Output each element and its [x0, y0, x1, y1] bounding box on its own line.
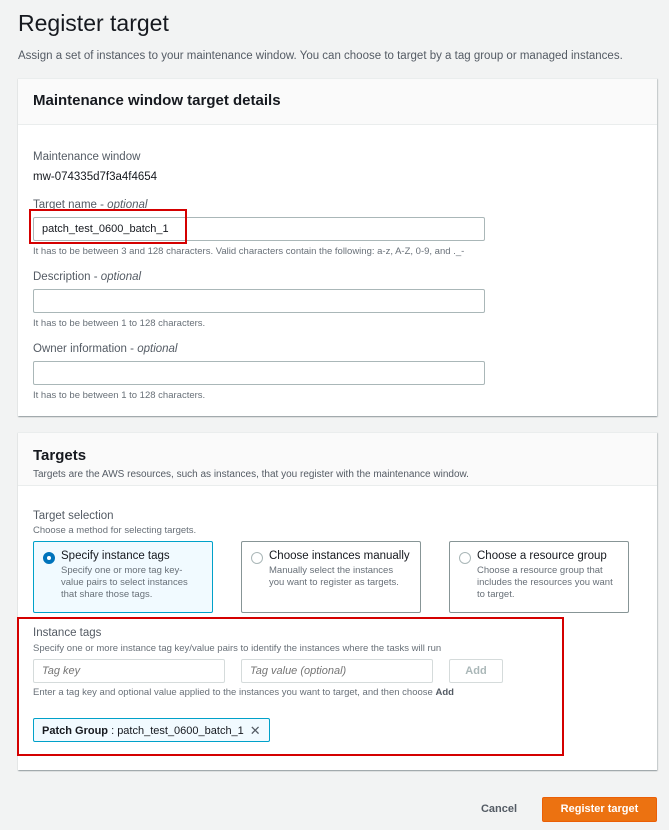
option-title: Specify instance tags [61, 550, 170, 562]
description-input[interactable] [33, 289, 485, 313]
radio-unselected-icon[interactable] [459, 552, 471, 564]
token-value: patch_test_0600_batch_1 [117, 725, 244, 737]
description-label: Description - optional [33, 271, 142, 283]
instance-tags-highlight-box [17, 617, 564, 756]
option-choose-instances-manually[interactable] [241, 541, 421, 613]
target-name-label: Target name - optional [33, 199, 148, 211]
target-details-panel [18, 78, 657, 416]
target-details-title: Maintenance window target details [33, 92, 281, 109]
target-details-header [18, 79, 657, 125]
radio-selected-icon[interactable] [43, 552, 55, 564]
target-selection-hint: Choose a method for selecting targets. [33, 525, 197, 536]
option-title: Choose instances manually [269, 550, 410, 562]
target-selection-label: Target selection [33, 510, 114, 522]
target-name-hint: It has to be between 3 and 128 characters. Valid characters contain the following: a-z, A-Z, 0-9, and ._- [33, 246, 465, 257]
cancel-button[interactable]: Cancel [480, 803, 518, 815]
maintenance-window-label: Maintenance window [33, 151, 141, 163]
option-specify-instance-tags[interactable] [33, 541, 213, 613]
option-description: Choose a resource group that includes the resources you want to target. [477, 565, 613, 600]
option-choose-resource-group[interactable] [449, 541, 629, 613]
register-target-button[interactable]: Register target [542, 797, 657, 822]
target-name-highlight-box [29, 209, 187, 244]
description-hint: It has to be between 1 to 128 characters. [33, 318, 206, 329]
radio-unselected-icon[interactable] [251, 552, 263, 564]
close-icon[interactable]: ✕ [249, 723, 261, 738]
option-description: Specify one or more tag key- value pairs to select instances that share those tags. [61, 565, 188, 600]
maintenance-window-id: mw-074335d7f3a4f4654 [33, 171, 158, 183]
option-description: Manually select the instances you want to register as targets. [269, 565, 399, 588]
targets-title: Targets [33, 447, 87, 464]
owner-info-label: Owner information - optional [33, 343, 178, 355]
option-title: Choose a resource group [477, 550, 607, 562]
instance-tags-hint: Specify one or more instance tag key/value pairs to identify the instances where the tasks will run [33, 643, 442, 654]
owner-info-hint: It has to be between 1 to 128 characters. [33, 390, 206, 401]
tag-token: Patch Group : patch_test_0600_batch_1 ✕ [33, 718, 270, 742]
targets-header [18, 433, 657, 486]
add-tag-button[interactable]: Add [449, 659, 503, 683]
token-key: Patch Group [42, 725, 109, 737]
page-description: Assign a set of instances to your maintenance window. You can choose to target by a tag group or managed instances. [18, 50, 623, 62]
page-title: Register target [18, 10, 169, 36]
add-tag-hint: Enter a tag key and optional value applied to the instances you want to target, and then choose Add [33, 687, 454, 698]
targets-description: Targets are the AWS resources, such as instances, that you register with the maintenance window. [33, 469, 469, 480]
owner-info-input[interactable] [33, 361, 485, 385]
instance-tags-label: Instance tags [33, 627, 102, 639]
